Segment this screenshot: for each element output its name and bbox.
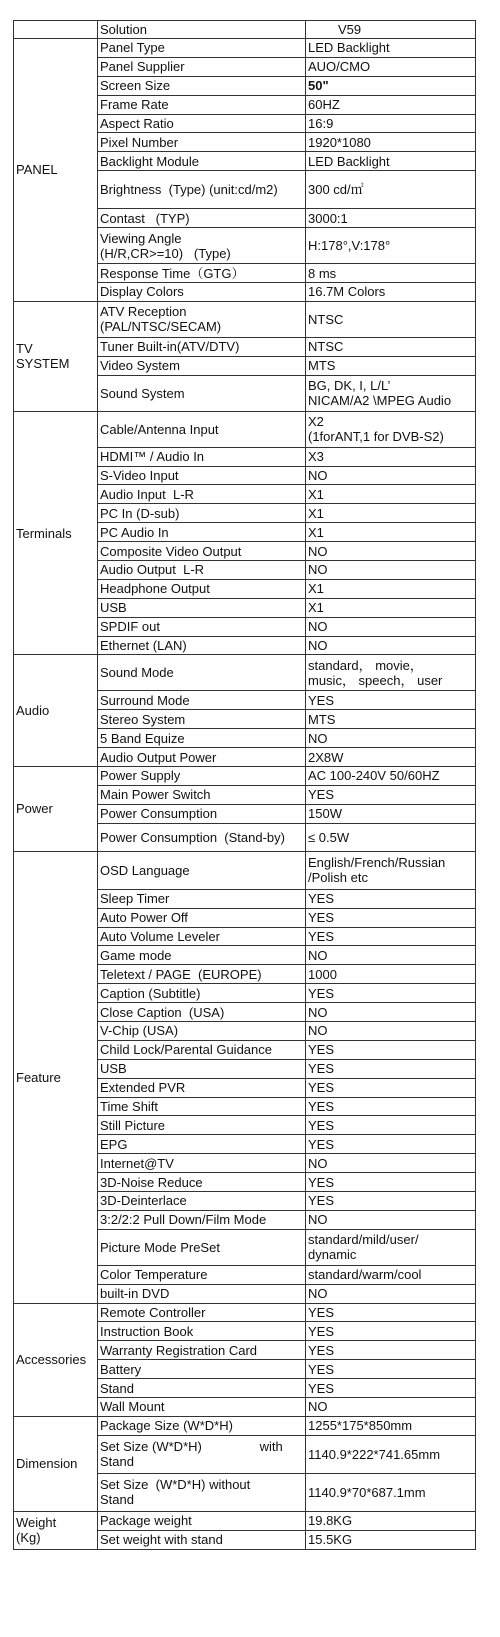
spec-label-cell: Frame Rate <box>98 95 306 114</box>
spec-value-cell: YES <box>306 1040 476 1059</box>
spec-label-cell: V-Chip (USA) <box>98 1021 306 1040</box>
spec-label-cell: SPDIF out <box>98 617 306 636</box>
spec-value-cell: 60HZ <box>306 95 476 114</box>
header-label-cell: Solution <box>98 21 306 39</box>
spec-value-cell: X1 <box>306 579 476 598</box>
spec-row <box>14 767 476 786</box>
spec-value-cell: 1140.9*222*741.65mm <box>306 1435 476 1473</box>
spec-label-cell: Audio Input L-R <box>98 485 306 504</box>
spec-label-cell: Child Lock/Parental Guidance <box>98 1040 306 1059</box>
spec-label-cell: PC In (D-sub) <box>98 504 306 523</box>
spec-value-cell: LED Backlight <box>306 152 476 171</box>
spec-value-cell: 1920*1080 <box>306 133 476 152</box>
spec-label-cell: Time Shift <box>98 1097 306 1116</box>
spec-label-cell: Picture Mode PreSet <box>98 1229 306 1265</box>
spec-value-cell: 150W <box>306 804 476 823</box>
spec-label-cell: OSD Language <box>98 851 306 889</box>
spec-value-cell: NO <box>306 729 476 748</box>
spec-label-cell: Set Size (W*D*H) without Stand <box>98 1473 306 1511</box>
spec-label-cell: Teletext / PAGE (EUROPE) <box>98 965 306 984</box>
header-value-cell <box>306 21 476 39</box>
spec-value-cell: NO <box>306 1210 476 1229</box>
spec-label-cell: HDMI™ / Audio In <box>98 447 306 466</box>
section-category-cell: TV SYSTEM <box>14 301 98 411</box>
spec-value-cell: H:178°,V:178° <box>306 228 476 264</box>
spec-label-cell: Brightness (Type) (unit:cd/m2) <box>98 171 306 209</box>
spec-label-cell: USB <box>98 598 306 617</box>
spec-label-cell: USB <box>98 1059 306 1078</box>
spec-value-cell: X1 <box>306 598 476 617</box>
spec-value-cell: standard/mild/user/ dynamic <box>306 1229 476 1265</box>
spec-value-cell: 15.5KG <box>306 1530 476 1549</box>
spec-label-cell: Set Size (W*D*H) with Stand <box>98 1435 306 1473</box>
section-category-cell: Terminals <box>14 411 98 655</box>
spec-label-cell: Battery <box>98 1360 306 1379</box>
spec-value-cell: X3 <box>306 447 476 466</box>
spec-value-cell: NO <box>306 617 476 636</box>
spec-label-cell: Pixel Number <box>98 133 306 152</box>
spec-value-cell: 1000 <box>306 965 476 984</box>
spec-table-body <box>14 21 476 1550</box>
spec-label-cell: Extended PVR <box>98 1078 306 1097</box>
spec-value-cell: NTSC <box>306 301 476 337</box>
spec-row <box>14 1511 476 1530</box>
spec-label-cell: Remote Controller <box>98 1303 306 1322</box>
spec-value-cell: X1 <box>306 504 476 523</box>
spec-value-cell: 1255*175*850mm <box>306 1416 476 1435</box>
spec-value-cell: X2 (1forANT,1 for DVB-S2) <box>306 411 476 447</box>
spec-value-cell: 16.7M Colors <box>306 283 476 302</box>
spec-value-cell: NO <box>306 1154 476 1173</box>
spec-value-cell: YES <box>306 908 476 927</box>
spec-value-cell: 300 cd/㎡ <box>306 171 476 209</box>
spec-value-cell: standard/warm/cool <box>306 1265 476 1284</box>
spec-label-cell: Stand <box>98 1379 306 1398</box>
spec-row <box>14 39 476 58</box>
spec-value-cell: NTSC <box>306 337 476 356</box>
spec-label-cell: 3D-Noise Reduce <box>98 1173 306 1192</box>
spec-label-cell: Package Size (W*D*H) <box>98 1416 306 1435</box>
spec-label-cell: Viewing Angle (H/R,CR>=10) (Type) <box>98 228 306 264</box>
spec-label-cell: Backlight Module <box>98 152 306 171</box>
spec-value-cell: YES <box>306 1191 476 1210</box>
section-category-cell: Dimension <box>14 1416 98 1511</box>
spec-label-cell: ATV Reception (PAL/NTSC/SECAM) <box>98 301 306 337</box>
spec-value-cell: YES <box>306 1097 476 1116</box>
spec-value-cell: NO <box>306 466 476 485</box>
spec-value-cell: YES <box>306 1379 476 1398</box>
spec-row <box>14 851 476 889</box>
spec-value-cell: 16:9 <box>306 114 476 133</box>
spec-value-cell: YES <box>306 1360 476 1379</box>
header-row <box>14 21 476 39</box>
spec-label-cell: Power Consumption <box>98 804 306 823</box>
spec-label-cell: S-Video Input <box>98 466 306 485</box>
spec-label-cell: Video System <box>98 356 306 375</box>
spec-value-cell: LED Backlight <box>306 39 476 58</box>
spec-label-cell: Display Colors <box>98 283 306 302</box>
spec-label-cell: Stereo System <box>98 710 306 729</box>
spec-value-cell: MTS <box>306 356 476 375</box>
spec-value-cell: X1 <box>306 523 476 542</box>
spec-label-cell: Power Consumption (Stand-by) <box>98 823 306 851</box>
spec-label-cell: Cable/Antenna Input <box>98 411 306 447</box>
spec-value-cell: NO <box>306 542 476 561</box>
spec-value-cell: YES <box>306 1173 476 1192</box>
spec-label-cell: Auto Power Off <box>98 908 306 927</box>
spec-value-cell: NO <box>306 636 476 655</box>
spec-label-cell: EPG <box>98 1135 306 1154</box>
spec-label-cell: Headphone Output <box>98 579 306 598</box>
spec-label-cell: Response Time（GTG） <box>98 264 306 283</box>
spec-value-cell: 2X8W <box>306 748 476 767</box>
spec-label-cell: Sound Mode <box>98 655 306 691</box>
spec-label-cell: Main Power Switch <box>98 785 306 804</box>
section-category-cell: Audio <box>14 655 98 767</box>
spec-value-cell: 8 ms <box>306 264 476 283</box>
spec-value-cell: YES <box>306 1135 476 1154</box>
section-category-cell: Feature <box>14 851 98 1303</box>
spec-row <box>14 1303 476 1322</box>
spec-row <box>14 1416 476 1435</box>
spec-label-cell: Instruction Book <box>98 1322 306 1341</box>
spec-label-cell: Audio Output Power <box>98 748 306 767</box>
spec-label-cell: Ethernet (LAN) <box>98 636 306 655</box>
spec-label-cell: Game mode <box>98 946 306 965</box>
spec-label-cell: Internet@TV <box>98 1154 306 1173</box>
spec-label-cell: Power Supply <box>98 767 306 786</box>
spec-value-cell: NO <box>306 1003 476 1022</box>
spec-value-cell: BG, DK, I, L/L’ NICAM/A2 \MPEG Audio <box>306 375 476 411</box>
spec-label-cell: Surround Mode <box>98 691 306 710</box>
spec-value-cell: YES <box>306 927 476 946</box>
spec-value-cell: YES <box>306 1303 476 1322</box>
spec-value-cell: 1140.9*70*687.1mm <box>306 1473 476 1511</box>
spec-label-cell: Contast (TYP) <box>98 209 306 228</box>
spec-value-cell: YES <box>306 1116 476 1135</box>
spec-label-cell: Aspect Ratio <box>98 114 306 133</box>
spec-value-cell: X1 <box>306 485 476 504</box>
spec-value-cell: YES <box>306 1078 476 1097</box>
spec-value-cell: NO <box>306 1284 476 1303</box>
spec-label-cell: Auto Volume Leveler <box>98 927 306 946</box>
spec-label-cell: Warranty Registration Card <box>98 1341 306 1360</box>
spec-value-cell: 50" <box>306 76 476 95</box>
spec-label-cell: Wall Mount <box>98 1397 306 1416</box>
spec-value-cell: YES <box>306 1059 476 1078</box>
spec-value-cell: NO <box>306 946 476 965</box>
spec-value-cell: AUO/CMO <box>306 57 476 76</box>
spec-label-cell: Sleep Timer <box>98 889 306 908</box>
spec-label-cell: Screen Size <box>98 76 306 95</box>
section-category-cell: Weight (Kg) <box>14 1511 98 1549</box>
spec-label-cell: Color Temperature <box>98 1265 306 1284</box>
header-category-cell <box>14 21 98 39</box>
spec-label-cell: Composite Video Output <box>98 542 306 561</box>
spec-label-cell: PC Audio In <box>98 523 306 542</box>
spec-value-cell: NO <box>306 1397 476 1416</box>
spec-value-cell: NO <box>306 561 476 580</box>
spec-value-cell: 3000:1 <box>306 209 476 228</box>
spec-label-cell: Sound System <box>98 375 306 411</box>
spec-label-cell: Tuner Built-in(ATV/DTV) <box>98 337 306 356</box>
spec-label-cell: Package weight <box>98 1511 306 1530</box>
spec-value-cell: 19.8KG <box>306 1511 476 1530</box>
spec-label-cell: Close Caption (USA) <box>98 1003 306 1022</box>
spec-row <box>14 301 476 337</box>
spec-value-cell: AC 100-240V 50/60HZ <box>306 767 476 786</box>
section-category-cell: Accessories <box>14 1303 98 1416</box>
section-category-cell: Power <box>14 767 98 852</box>
spec-value-cell: ≤ 0.5W <box>306 823 476 851</box>
spec-row <box>14 655 476 691</box>
spec-label-cell: 3:2/2:2 Pull Down/Film Mode <box>98 1210 306 1229</box>
spec-row <box>14 411 476 447</box>
spec-label-cell: built-in DVD <box>98 1284 306 1303</box>
spec-label-cell: Still Picture <box>98 1116 306 1135</box>
spec-value-cell: YES <box>306 1322 476 1341</box>
spec-value-cell: NO <box>306 1021 476 1040</box>
spec-value-cell: standard， movie， music， speech， user <box>306 655 476 691</box>
spec-label-cell: Panel Supplier <box>98 57 306 76</box>
spec-label-cell: Set weight with stand <box>98 1530 306 1549</box>
spec-label-cell: 3D-Deinterlace <box>98 1191 306 1210</box>
spec-table <box>13 20 476 1550</box>
spec-label-cell: Audio Output L-R <box>98 561 306 580</box>
spec-label-cell: Panel Type <box>98 39 306 58</box>
spec-value-cell: YES <box>306 691 476 710</box>
section-category-cell: PANEL <box>14 39 98 302</box>
spec-value-cell: YES <box>306 889 476 908</box>
spec-value-cell: MTS <box>306 710 476 729</box>
spec-label-cell: 5 Band Equize <box>98 729 306 748</box>
spec-label-cell: Caption (Subtitle) <box>98 984 306 1003</box>
header-value: V59 <box>338 22 362 37</box>
spec-value-cell: English/French/Russian /Polish etc <box>306 851 476 889</box>
spec-value-cell: YES <box>306 785 476 804</box>
spec-value-cell: YES <box>306 984 476 1003</box>
spec-value-cell: YES <box>306 1341 476 1360</box>
